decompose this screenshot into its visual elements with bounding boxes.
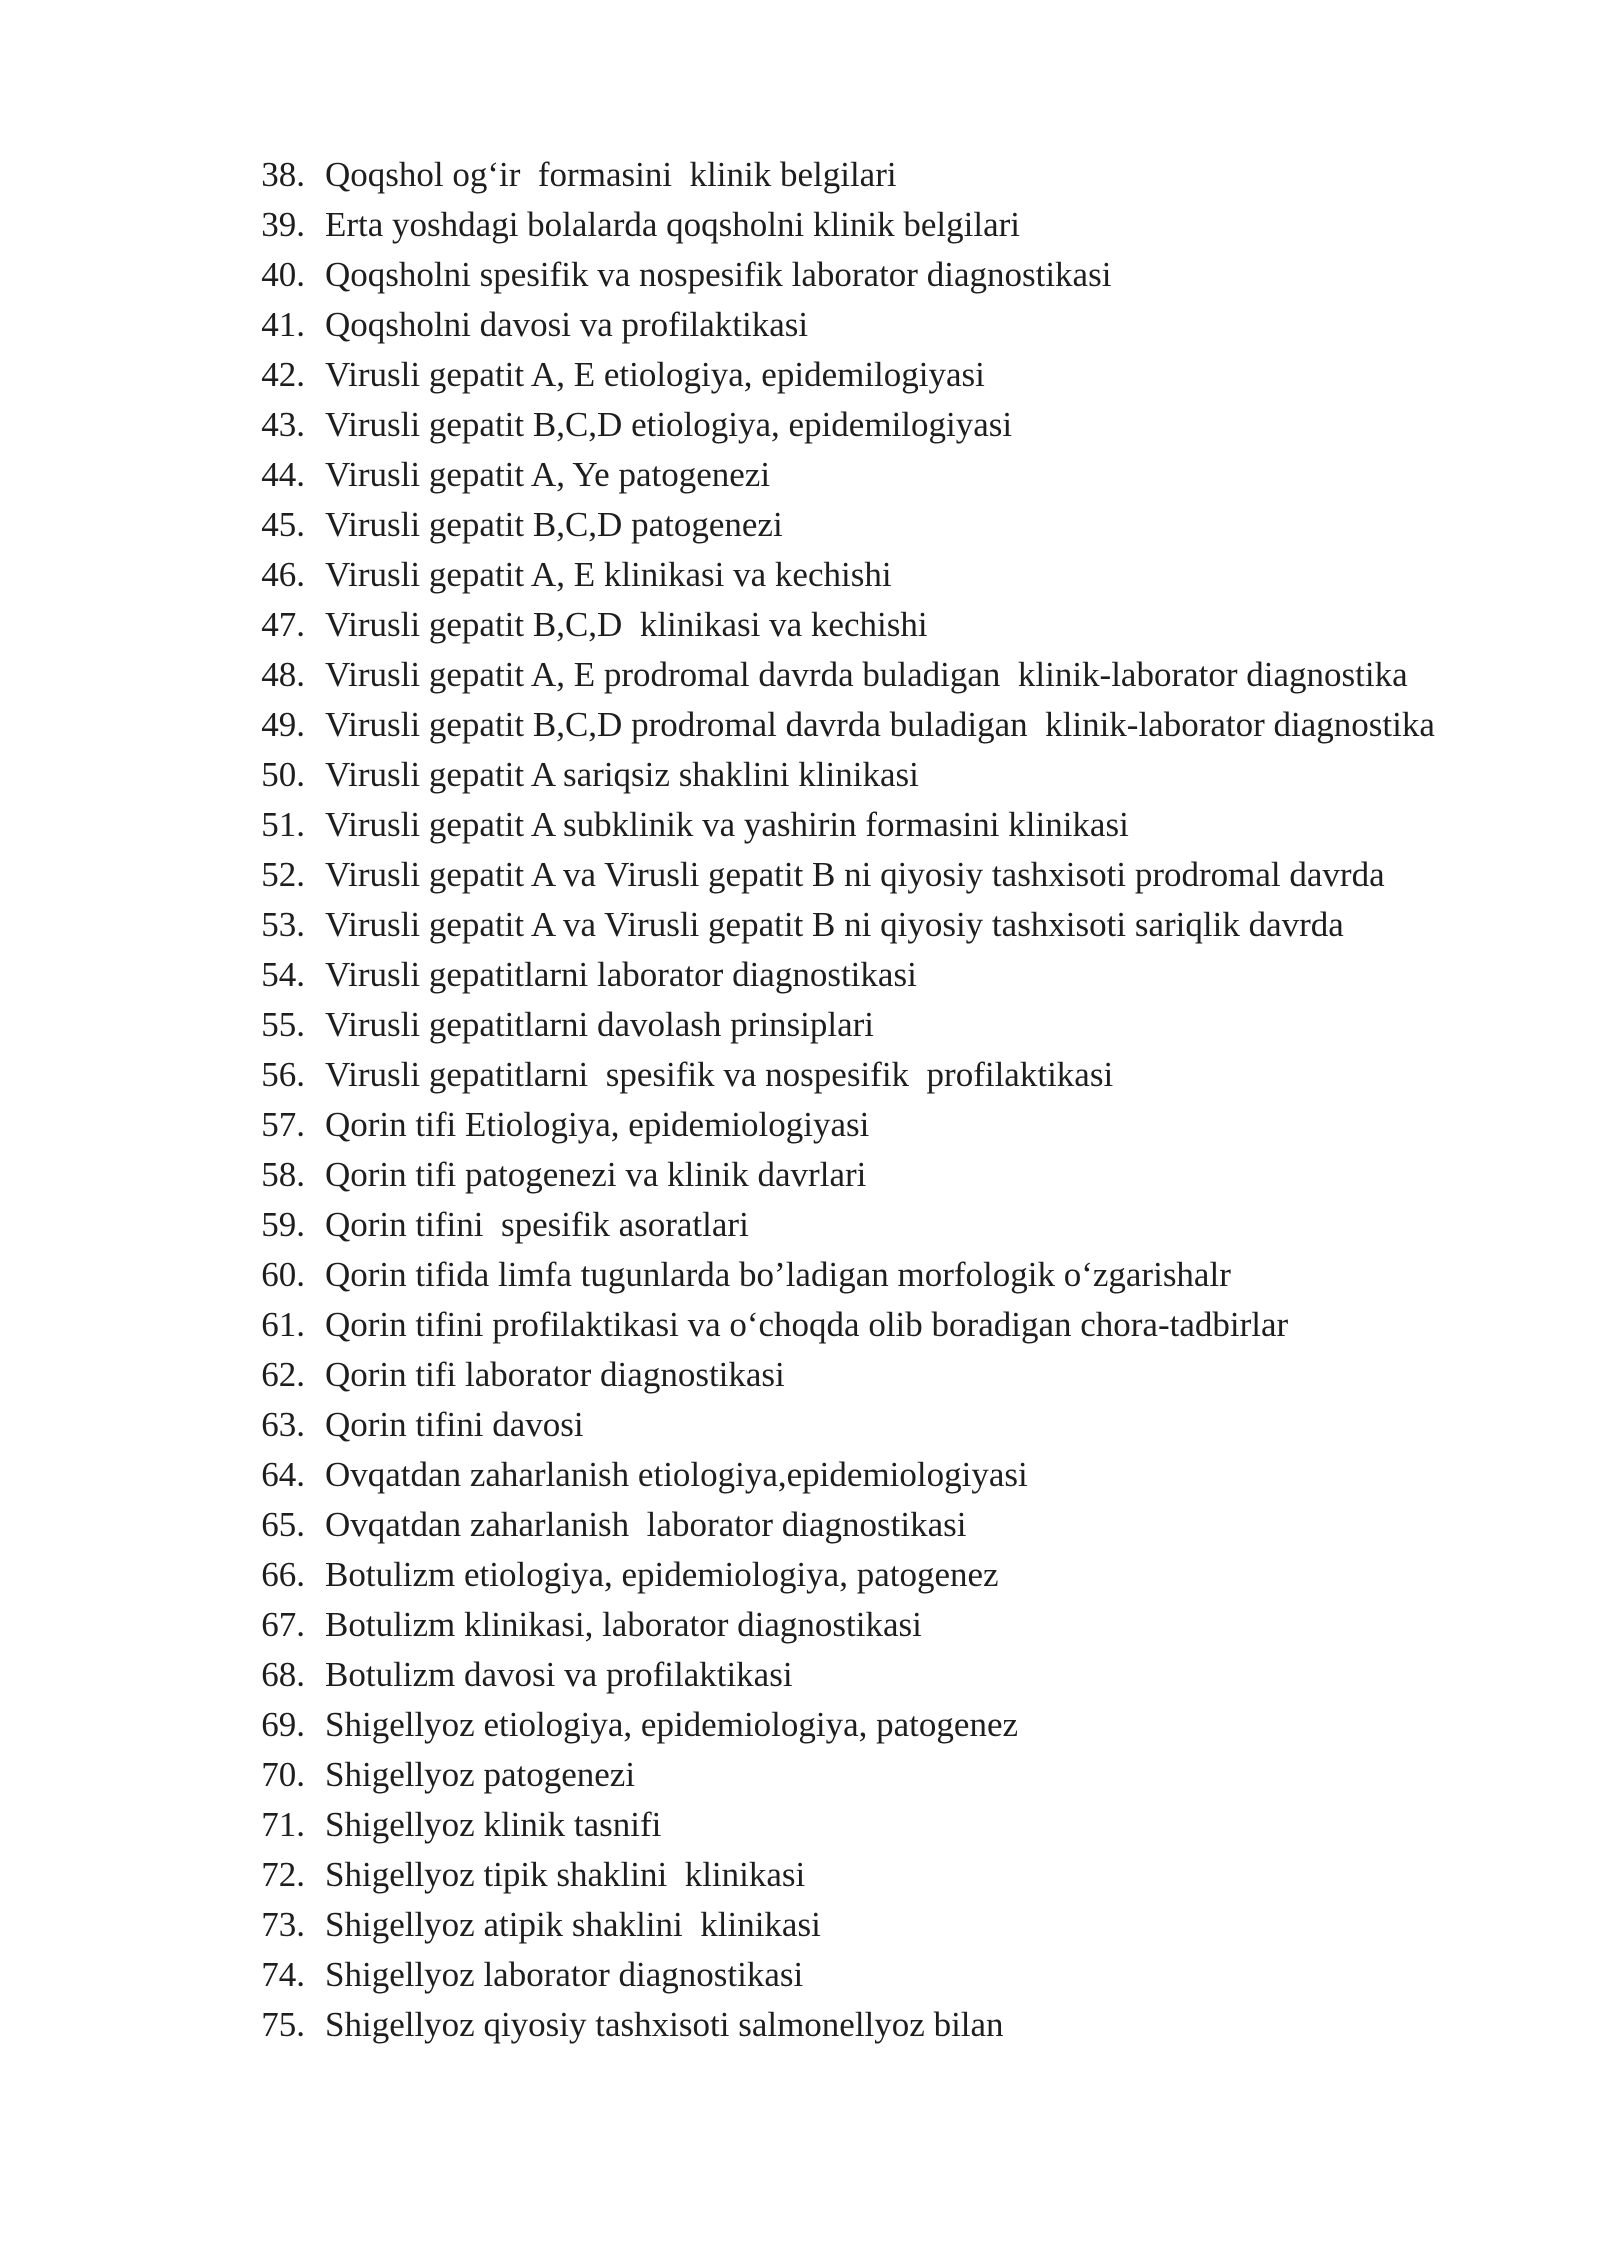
list-item-text: Virusli gepatitlarni spesifik va nospesifik profilaktikasi <box>325 1055 1114 1094</box>
list-item <box>215 900 1495 950</box>
list-item-number: 44. <box>261 455 305 494</box>
list-item <box>215 600 1495 650</box>
list-item-text: Qorin tifi Etiologiya, epidemiologiyasi <box>325 1105 870 1144</box>
list-item-number: 69. <box>261 1705 305 1744</box>
list-item-number: 42. <box>261 355 305 394</box>
list-item-text: Virusli gepatit B,C,D prodromal davrda buladigan klinik-laborator diagnostika <box>325 705 1435 744</box>
list-item-number: 54. <box>261 955 305 994</box>
list-item-text: Virusli gepatit A va Virusli gepatit B ni qiyosiy tashxisoti prodromal davrda <box>325 855 1385 894</box>
list-item-text: Qorin tifini davosi <box>325 1405 584 1444</box>
list-item-text: Shigellyoz atipik shaklini klinikasi <box>325 1905 821 1944</box>
list-item-number: 53. <box>261 905 305 944</box>
list-item-number: 48. <box>261 655 305 694</box>
list-item <box>215 1500 1495 1550</box>
list-item <box>215 1950 1495 2000</box>
list-item-number: 62. <box>261 1355 305 1394</box>
list-item-text: Qorin tifini profilaktikasi va o‘choqda olib boradigan chora-tadbirlar <box>325 1305 1289 1344</box>
list-item <box>215 1800 1495 1850</box>
list-item <box>215 1050 1495 1100</box>
list-item-number: 70. <box>261 1755 305 1794</box>
list-item-text: Virusli gepatit B,C,D etiologiya, epidemilogiyasi <box>325 405 1013 444</box>
list-item <box>215 2000 1495 2050</box>
list-item-number: 61. <box>261 1305 305 1344</box>
list-item-text: Botulizm klinikasi, laborator diagnostikasi <box>325 1605 922 1644</box>
list-item <box>215 400 1495 450</box>
list-item <box>215 250 1495 300</box>
list-item <box>215 1750 1495 1800</box>
list-item-number: 45. <box>261 505 305 544</box>
list-item-text: Virusli gepatit B,C,D patogenezi <box>325 505 783 544</box>
list-item <box>215 150 1495 200</box>
list-item-text: Erta yoshdagi bolalarda qoqsholni klinik belgilari <box>325 205 1020 244</box>
list-item <box>215 550 1495 600</box>
list-item-number: 71. <box>261 1805 305 1844</box>
list-item-number: 40. <box>261 255 305 294</box>
list-item <box>215 1550 1495 1600</box>
list-item <box>215 1000 1495 1050</box>
list-item <box>215 450 1495 500</box>
list-item-number: 49. <box>261 705 305 744</box>
list-item-text: Qorin tifida limfa tugunlarda bo’ladigan morfologik o‘zgarishalr <box>325 1255 1231 1294</box>
list-item-text: Virusli gepatitlarni davolash prinsiplari <box>325 1005 875 1044</box>
list-item-number: 51. <box>261 805 305 844</box>
list-item-number: 67. <box>261 1605 305 1644</box>
list-item <box>215 1850 1495 1900</box>
list-item-text: Botulizm etiologiya, epidemiologiya, patogenez <box>325 1555 999 1594</box>
list-item-number: 50. <box>261 755 305 794</box>
list-item-text: Botulizm davosi va profilaktikasi <box>325 1655 793 1694</box>
list-item-number: 66. <box>261 1555 305 1594</box>
list-item-text: Virusli gepatit A va Virusli gepatit B ni qiyosiy tashxisoti sariqlik davrda <box>325 905 1344 944</box>
list-item-number: 38. <box>261 155 305 194</box>
list-item-number: 55. <box>261 1005 305 1044</box>
list-item-text: Qorin tifini spesifik asoratlari <box>325 1205 749 1244</box>
list-item <box>215 750 1495 800</box>
list-item-number: 72. <box>261 1855 305 1894</box>
list-item <box>215 1200 1495 1250</box>
list-item-number: 41. <box>261 305 305 344</box>
list-item-text: Qorin tifi patogenezi va klinik davrlari <box>325 1155 867 1194</box>
list-item-text: Virusli gepatit A, Ye patogenezi <box>325 455 771 494</box>
list-item <box>215 1250 1495 1300</box>
list-item-number: 46. <box>261 555 305 594</box>
list-item-text: Virusli gepatit A subklinik va yashirin formasini klinikasi <box>325 805 1129 844</box>
list-item <box>215 1450 1495 1500</box>
list-item-text: Shigellyoz laborator diagnostikasi <box>325 1955 804 1994</box>
list-item-number: 75. <box>261 2005 305 2044</box>
list-item-number: 52. <box>261 855 305 894</box>
list-item-text: Shigellyoz tipik shaklini klinikasi <box>325 1855 806 1894</box>
list-item-text: Virusli gepatit A, E etiologiya, epidemilogiyasi <box>325 355 985 394</box>
list-item <box>215 200 1495 250</box>
numbered-question-list <box>215 150 1495 2050</box>
list-item <box>215 1300 1495 1350</box>
list-item <box>215 1650 1495 1700</box>
list-item-number: 63. <box>261 1405 305 1444</box>
list-item-number: 59. <box>261 1205 305 1244</box>
list-item-text: Virusli gepatit A, E klinikasi va kechishi <box>325 555 892 594</box>
list-item-text: Virusli gepatitlarni laborator diagnostikasi <box>325 955 917 994</box>
list-item <box>215 300 1495 350</box>
list-item-number: 64. <box>261 1455 305 1494</box>
list-item-number: 39. <box>261 205 305 244</box>
list-item <box>215 800 1495 850</box>
list-item-text: Qoqsholni spesifik va nospesifik laborator diagnostikasi <box>325 255 1112 294</box>
list-item-text: Qoqshol og‘ir formasini klinik belgilari <box>325 155 897 194</box>
list-item-text: Shigellyoz qiyosiy tashxisoti salmonellyoz bilan <box>325 2005 1004 2044</box>
list-item <box>215 650 1495 700</box>
list-item-number: 43. <box>261 405 305 444</box>
list-item <box>215 1700 1495 1750</box>
list-item-text: Shigellyoz patogenezi <box>325 1755 636 1794</box>
list-item-number: 74. <box>261 1955 305 1994</box>
list-item <box>215 1600 1495 1650</box>
list-item <box>215 1100 1495 1150</box>
list-item <box>215 700 1495 750</box>
list-item-text: Virusli gepatit A, E prodromal davrda buladigan klinik-laborator diagnostika <box>325 655 1408 694</box>
list-item <box>215 1150 1495 1200</box>
list-item <box>215 850 1495 900</box>
list-item <box>215 950 1495 1000</box>
list-item-number: 47. <box>261 605 305 644</box>
list-item-number: 57. <box>261 1105 305 1144</box>
list-item-text: Qoqsholni davosi va profilaktikasi <box>325 305 809 344</box>
list-item-text: Shigellyoz etiologiya, epidemiologiya, patogenez <box>325 1705 1019 1744</box>
list-item-text: Shigellyoz klinik tasnifi <box>325 1805 662 1844</box>
list-item-number: 68. <box>261 1655 305 1694</box>
list-item <box>215 350 1495 400</box>
list-item-text: Qorin tifi laborator diagnostikasi <box>325 1355 785 1394</box>
list-item <box>215 500 1495 550</box>
list-item-number: 56. <box>261 1055 305 1094</box>
list-item <box>215 1400 1495 1450</box>
list-item-text: Ovqatdan zaharlanish laborator diagnostikasi <box>325 1505 967 1544</box>
list-item-number: 58. <box>261 1155 305 1194</box>
list-item <box>215 1900 1495 1950</box>
list-item-text: Virusli gepatit A sariqsiz shaklini klinikasi <box>325 755 919 794</box>
list-item-number: 73. <box>261 1905 305 1944</box>
list-item-number: 65. <box>261 1505 305 1544</box>
list-item-text: Ovqatdan zaharlanish etiologiya,epidemiologiyasi <box>325 1455 1028 1494</box>
list-item <box>215 1350 1495 1400</box>
list-item-text: Virusli gepatit B,C,D klinikasi va kechishi <box>325 605 928 644</box>
list-item-number: 60. <box>261 1255 305 1294</box>
